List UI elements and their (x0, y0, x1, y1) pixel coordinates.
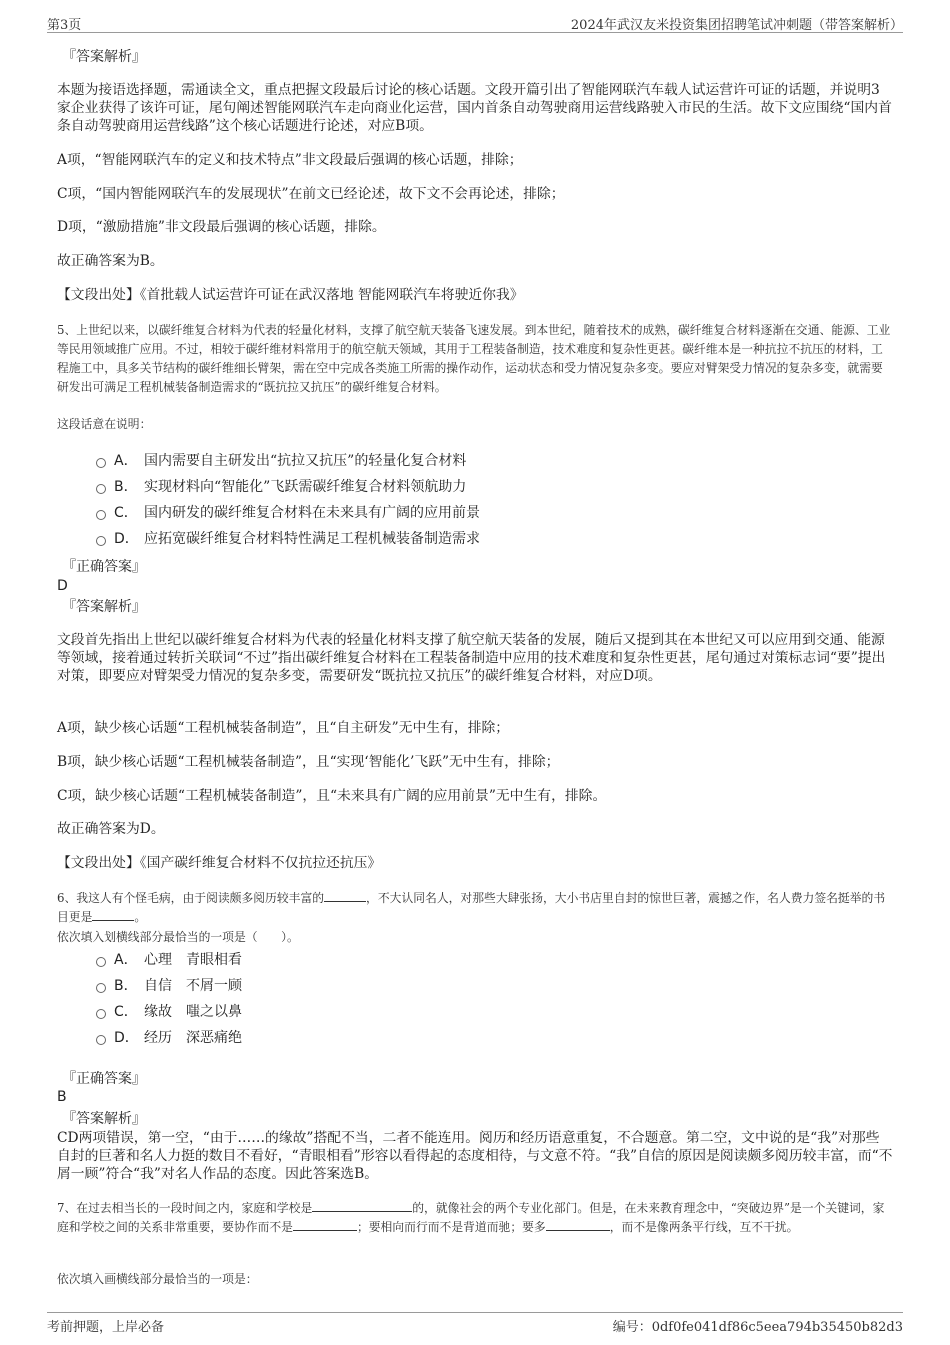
q5-analysis-label: 『答案解析』 (62, 599, 146, 615)
q6-analysis: CD两项错误，第一空，“由于……的缘故”搭配不当，二者不能连用。阅历和经历语意重复，不合题意。第二空，文中说的是“我”对那些自封的巨著和名人力挺的数目不看好，“青眼相看”形容以看得起的态度相待，与文意不符。“我”自信的原因是阅读颇多阅历较丰富，而“不屑一顾”符合“我”对名人作品的态度。因此答案选B。 (57, 1130, 893, 1182)
q6-analysis-label: 『答案解析』 (62, 1111, 146, 1127)
q4-line-d: D项，“激励措施”非文段最后强调的核心话题，排除。 (57, 219, 386, 235)
radio-icon[interactable] (96, 484, 106, 494)
q5-line-c: C项，缺少核心话题“工程机械装备制造”，且“未来具有广阔的应用前景”无中生有，排除。 (57, 788, 607, 804)
q6-stem: 6、我这人有个怪毛病，由于阅读颇多阅历较丰富的 ，不大认同名人，对那些大肆张扬，大小书店里自封的惊世巨著，震撼之作，名人费力签名挺举的书目更是 。 (57, 891, 886, 924)
q4-line-c: C项，“国内智能网联汽车的发展现状”在前文已经论述，故下文不会再论述，排除； (57, 186, 565, 202)
q7-blank-2[interactable] (293, 1218, 357, 1231)
q4-analysis-label: 『答案解析』 (62, 49, 146, 65)
q6-prompt: 依次填入划横线部分最恰当的一项是（ ）。 (57, 930, 299, 944)
q4-source: 【文段出处】《首批载人试运营许可证在武汉落地 智能网联汽车将驶近你我》 (57, 287, 524, 303)
document-title: 2024年武汉友米投资集团招聘笔试冲刺题（带答案解析） (570, 18, 903, 33)
q5-conclusion: 故正确答案为D。 (57, 821, 165, 837)
q5-source: 【文段出处】《国产碳纤维复合材料不仅抗拉还抗压》 (57, 855, 382, 871)
q5-line-b: B项，缺少核心话题“工程机械装备制造”，且“实现‘智能化’飞跃”无中生有，排除； (57, 754, 560, 770)
q6-blank-2[interactable] (92, 908, 134, 921)
q5-option-c[interactable]: C． 国内研发的碳纤维复合材料在未来具有广阔的应用前景 (96, 504, 480, 522)
footer-slogan: 考前押题，上岸必备 (47, 1320, 165, 1335)
radio-icon[interactable] (96, 1009, 106, 1019)
q5-answer-label: 『正确答案』 (62, 559, 146, 575)
q4-conclusion: 故正确答案为B。 (57, 253, 164, 269)
radio-icon[interactable] (96, 510, 106, 520)
radio-icon[interactable] (96, 458, 106, 468)
q6-option-a[interactable]: A． 心理 青眼相看 (96, 951, 242, 969)
q6-blank-1[interactable] (324, 889, 366, 902)
q7-blank-1[interactable] (312, 1199, 412, 1212)
q6-answer: B (57, 1089, 67, 1105)
q4-analysis: 本题为接语选择题，需通读全文，重点把握文段最后讨论的核心话题。文段开篇引出了智能网联汽车载人试运营许可证的话题，并说明3家企业获得了该许可证，尾句阐述智能网联汽车走向商业化运营，国内首条自动驾驶商用运营线路驶入市民的生活。故下文应围绕“国内首条自动驾驶商用运营线路”这个核心话题进行论述，对应B项。 (57, 82, 892, 134)
q5-prompt: 这段话意在说明： (57, 417, 152, 431)
radio-icon[interactable] (96, 983, 106, 993)
q5-line-a: A项，缺少核心话题“工程机械装备制造”，且“自主研发”无中生有，排除； (57, 720, 510, 736)
page-header (47, 8, 903, 33)
page-number: 第3页 (47, 18, 82, 33)
q6-answer-label: 『正确答案』 (62, 1071, 146, 1087)
q6-option-d[interactable]: D． 经历 深恶痛绝 (96, 1029, 242, 1047)
radio-icon[interactable] (96, 1035, 106, 1045)
q5-option-b[interactable]: B． 实现材料向“智能化”飞跃需碳纤维复合材料领航助力 (96, 478, 466, 496)
q7-stem: 7、在过去相当长的一段时间之内，家庭和学校是 的，就像社会的两个专业化部门。但是，在未来教育理念中，“突破边界”是一个关键词，家庭和学校之间的关系非常重要，要协作而不是 ；要相向而行而不是背道而驰；要多 ，而不是像两条平行线，互不干扰。 (57, 1201, 885, 1234)
q5-analysis: 文段首先指出上世纪以碳纤维复合材料为代表的轻量化材料支撑了航空航天装备的发展，随后又提到其在本世纪又可以应用到交通、能源等领域，接着通过转折关联词“不过”指出碳纤维复合材料在工程装备制造中应用的技术难度和复杂性更甚，尾句通过对策标志词“要”提出对策，即要应对臂架受力情况的复杂多变，需要研发“既抗拉又抗压”的碳纤维复合材料，对应D项。 (57, 632, 886, 684)
q6-option-b[interactable]: B． 自信 不屑一顾 (96, 977, 242, 995)
q6-option-c[interactable]: C． 缘故 嗤之以鼻 (96, 1003, 242, 1021)
q7-prompt: 依次填入画横线部分最恰当的一项是： (57, 1272, 258, 1286)
q5-option-a[interactable]: A． 国内需要自主研发出“抗拉又抗压”的轻量化复合材料 (96, 452, 466, 470)
q7-blank-3[interactable] (546, 1218, 610, 1231)
radio-icon[interactable] (96, 536, 106, 546)
radio-icon[interactable] (96, 957, 106, 967)
q5-stem: 5、上世纪以来，以碳纤维复合材料为代表的轻量化材料，支撑了航空航天装备飞速发展。到本世纪，随着技术的成熟，碳纤维复合材料逐渐在交通、能源、工业等民用领域推广应用。不过，相较于碳纤维材料常用于的航空航天领域，其用于工程装备制造，技术难度和复杂性更甚。碳纤维本是一种抗拉不抗压的材料，工程施工中，具多关节结构的碳纤维细长臂架，需在空中完成各类施工所需的操作动作，运动状态和受力情况复杂多变。要应对臂架受力情况的复杂多变，就需要研发出可满足工程机械装备制造需求的“既抗拉又抗压”的碳纤维复合材料。 (57, 323, 891, 394)
q5-answer: D (57, 578, 68, 594)
footer-code: 编号：0df0fe041df86c5eea794b35450b82d3 (612, 1320, 903, 1335)
page-footer (47, 1312, 903, 1337)
q5-option-d[interactable]: D． 应拓宽碳纤维复合材料特性满足工程机械装备制造需求 (96, 530, 480, 548)
q4-line-a: A项，“智能网联汽车的定义和技术特点”非文段最后强调的核心话题，排除； (57, 152, 523, 168)
